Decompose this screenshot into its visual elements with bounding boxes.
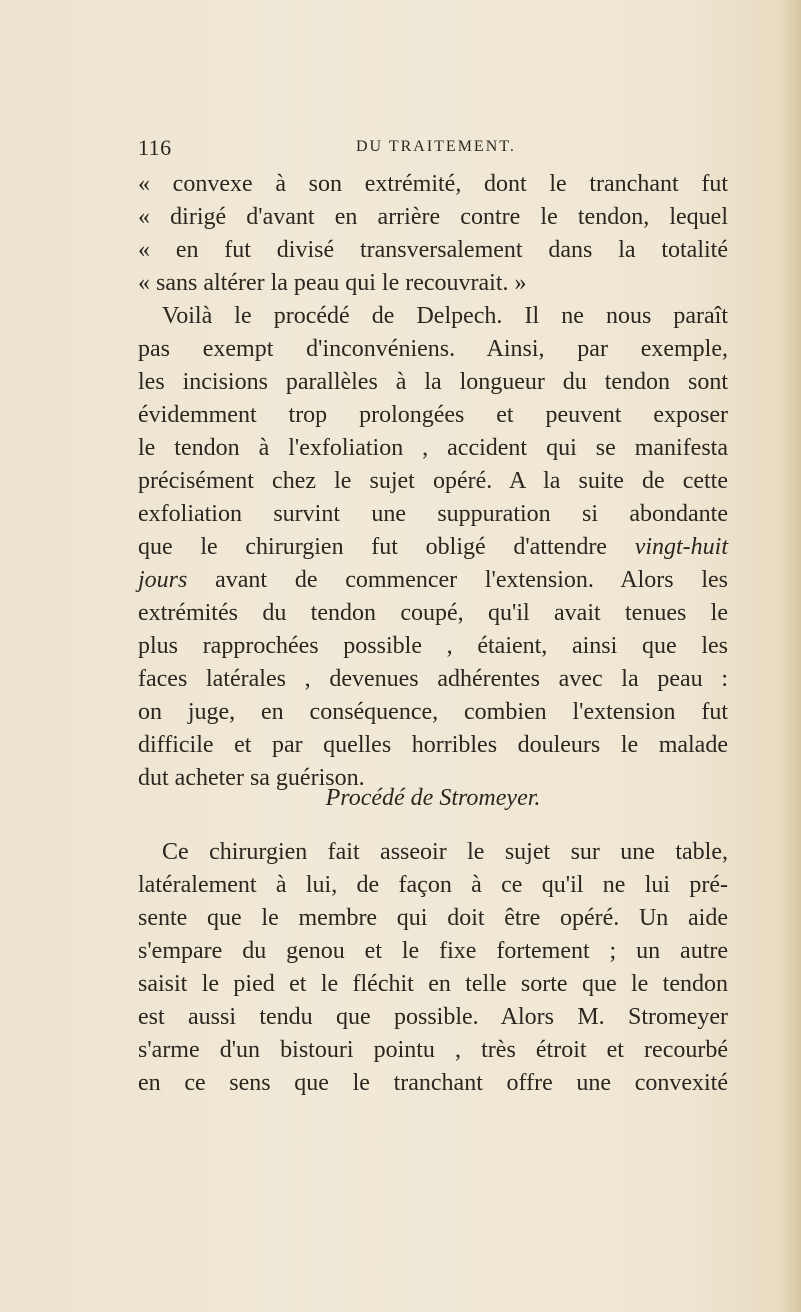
text-line: le tendon à l'exfoliation , accident qui se manifesta — [138, 435, 728, 461]
running-head: DU TRAITEMENT. — [356, 138, 516, 155]
text-line: les incisions parallèles à la longueur du tendon sont — [138, 369, 728, 395]
text-line: en ce sens que le tranchant offre une convexité — [138, 1070, 728, 1096]
page-header — [138, 135, 698, 165]
text-line: sente que le membre qui doit être opéré. Un aide — [138, 905, 728, 931]
text-line: saisit le pied et le fléchit en telle sorte que le tendon — [138, 971, 728, 997]
section-heading: Procédé de Stromeyer. — [325, 785, 541, 811]
text-line: s'empare du genou et le fixe fortement ; un autre — [138, 938, 728, 964]
text-line: Voilà le procédé de Delpech. Il ne nous paraît — [162, 303, 728, 329]
text-line: on juge, en conséquence, combien l'extension fut — [138, 699, 728, 725]
text-line: extrémités du tendon coupé, qu'il avait tenues le — [138, 600, 728, 626]
text-line: difficile et par quelles horribles douleurs le malade — [138, 732, 728, 758]
text-line: Ce chirurgien fait asseoir le sujet sur une table, — [162, 839, 728, 865]
text-line: « en fut divisé transversalement dans la totalité — [138, 237, 728, 263]
text-line: est aussi tendu que possible. Alors M. Stromeyer — [138, 1004, 728, 1030]
text-line: dut acheter sa guérison. — [138, 765, 365, 791]
text-line: pas exempt d'inconvéniens. Ainsi, par exemple, — [138, 336, 728, 362]
text-line-mixed — [138, 564, 728, 597]
italic-phrase: vingt-huit — [634, 534, 729, 560]
text-line-mixed — [138, 531, 728, 564]
text-line: « convexe à son extrémité, dont le tranchant fut — [138, 171, 728, 197]
text-line: exfoliation survint une suppuration si abondante — [138, 501, 728, 527]
text-line: latéralement à lui, de façon à ce qu'il ne lui pré- — [138, 872, 728, 898]
text-line: « sans altérer la peau qui le recouvrait. » — [138, 270, 527, 296]
text-line: évidemment trop prolongées et peuvent exposer — [138, 402, 728, 428]
text-line: plus rapprochées possible , étaient, ainsi que les — [138, 633, 728, 659]
text-line: précisément chez le sujet opéré. A la suite de cette — [138, 468, 728, 494]
text-line: s'arme d'un bistouri pointu , très étroit et recourbé — [138, 1037, 728, 1063]
section-text — [138, 836, 728, 1100]
page-number: 116 — [138, 135, 172, 160]
text-fragment: avant de commencer l'extension. Alors les — [215, 567, 729, 593]
main-text — [138, 168, 728, 795]
italic-phrase: jours — [138, 567, 188, 593]
text-line: « dirigé d'avant en arrière contre le tendon, lequel — [138, 204, 728, 230]
text-fragment: que le chirurgien fut obligé d'attendre — [138, 534, 607, 560]
text-line: faces latérales , devenues adhérentes avec la peau : — [138, 666, 728, 692]
page-edge-shadow — [779, 0, 801, 1312]
